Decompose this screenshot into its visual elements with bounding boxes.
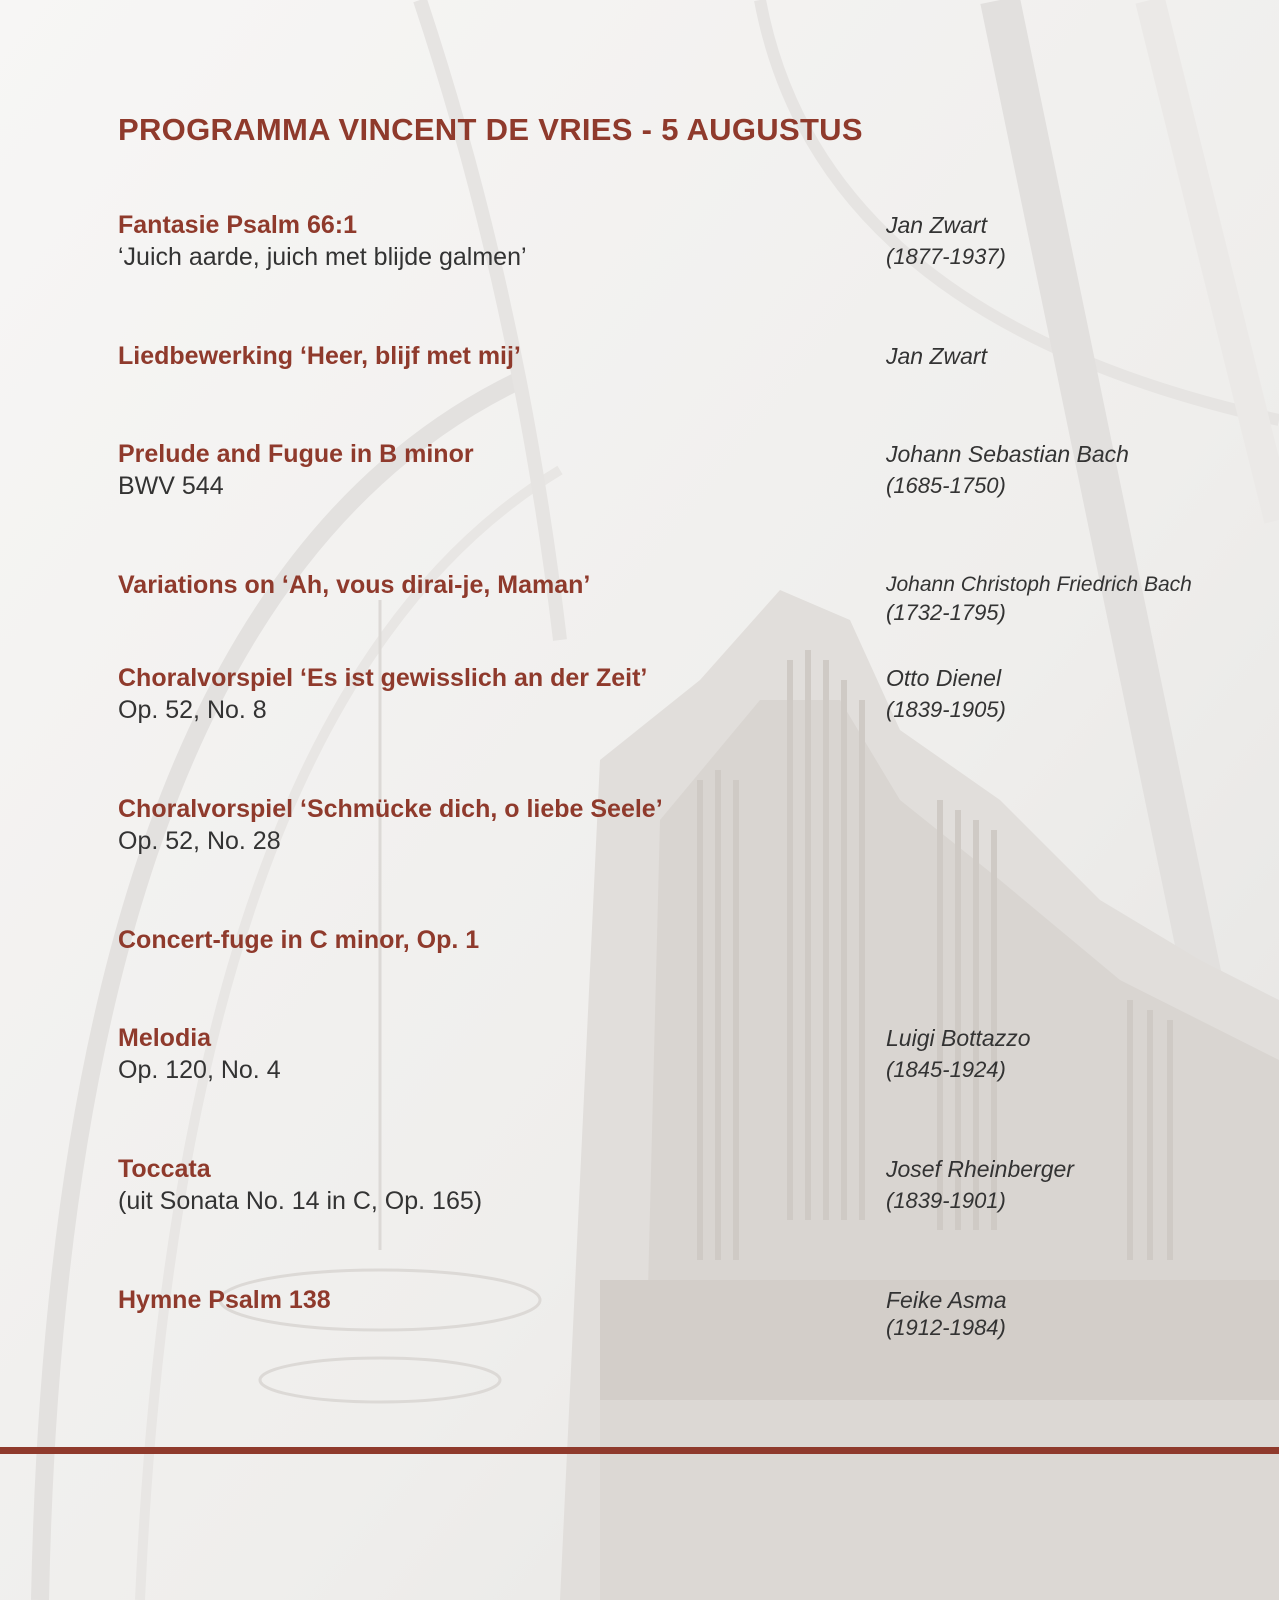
composer-name: Luigi Bottazzo <box>886 1025 1031 1051</box>
composer-years: (1877-1937) <box>886 244 1006 269</box>
program-item <box>0 438 1279 508</box>
piece-subtitle: ‘Juich aarde, juich met blijde galmen’ <box>118 243 527 271</box>
piece-title: Melodia <box>118 1024 212 1052</box>
program-item <box>0 1022 1279 1092</box>
program-item <box>0 1153 1279 1223</box>
composer-years: (1845-1924) <box>886 1057 1006 1082</box>
piece-subtitle: Op. 120, No. 4 <box>118 1056 281 1084</box>
composer-years: (1839-1905) <box>886 697 1006 722</box>
program-item <box>0 1284 1279 1354</box>
footer-divider <box>0 1447 1279 1454</box>
composer-name: Johann Sebastian Bach <box>886 441 1129 467</box>
composer-years: (1912-1984) <box>886 1315 1006 1340</box>
piece-title: Fantasie Psalm 66:1 <box>118 211 358 239</box>
piece-title: Choralvorspiel ‘Schmücke dich, o liebe Seele’ <box>118 795 663 823</box>
piece-title: Toccata <box>118 1155 211 1183</box>
composer-years: (1732-1795) <box>886 600 1006 625</box>
composer-name: Johann Christoph Friedrich Bach <box>886 573 1192 596</box>
piece-title: Hymne Psalm 138 <box>118 1286 331 1314</box>
program-item <box>0 662 1279 732</box>
composer-name: Jan Zwart <box>886 343 987 369</box>
piece-title: Choralvorspiel ‘Es ist gewisslich an der Zeit’ <box>118 664 648 692</box>
piece-title: Concert-fuge in C minor, Op. 1 <box>118 926 480 954</box>
piece-title: Liedbewerking ‘Heer, blijf met mij’ <box>118 342 521 370</box>
composer-name: Josef Rheinberger <box>886 1156 1074 1182</box>
piece-title: Prelude and Fugue in B minor <box>118 440 474 468</box>
program-item <box>0 924 1279 994</box>
composer-years: (1839-1901) <box>886 1188 1006 1213</box>
page-title: PROGRAMMA VINCENT DE VRIES - 5 AUGUSTUS <box>118 112 863 147</box>
composer-name: Jan Zwart <box>886 212 987 238</box>
piece-subtitle: Op. 52, No. 8 <box>118 696 267 724</box>
composer-years: (1685-1750) <box>886 473 1006 498</box>
piece-subtitle: (uit Sonata No. 14 in C, Op. 165) <box>118 1187 483 1215</box>
piece-title: Variations on ‘Ah, vous dirai-je, Maman’ <box>118 571 591 599</box>
program-item <box>0 340 1279 410</box>
composer-name: Otto Dienel <box>886 665 1002 691</box>
program-item <box>0 209 1279 279</box>
piece-subtitle: Op. 52, No. 28 <box>118 827 281 855</box>
piece-subtitle: BWV 544 <box>118 472 224 500</box>
program-item <box>0 793 1279 863</box>
composer-name: Feike Asma <box>886 1287 1007 1313</box>
program-item <box>0 569 1279 639</box>
